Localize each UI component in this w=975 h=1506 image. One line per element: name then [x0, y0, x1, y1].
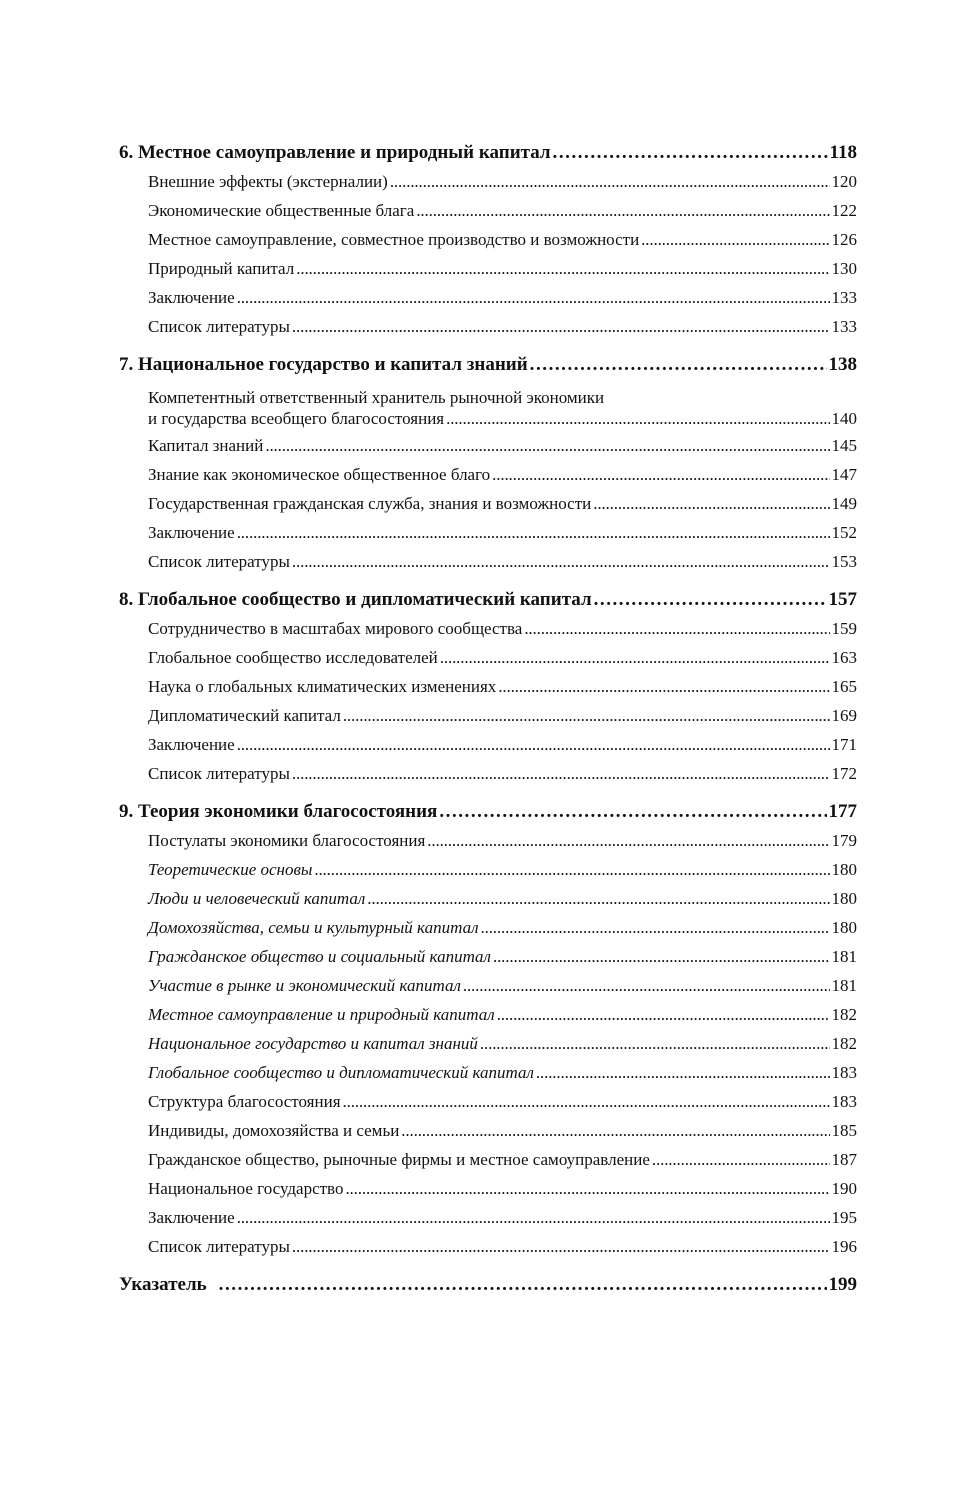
item-title: Национальное государство: [148, 1179, 344, 1198]
toc-item[interactable]: [119, 1208, 857, 1237]
dot-leader: [292, 552, 830, 572]
dot-leader: [343, 706, 830, 726]
item-page-number: 190: [831, 1179, 857, 1198]
chapter-7: [119, 354, 857, 581]
toc-item[interactable]: [119, 976, 857, 1005]
item-title: Местное самоуправление и природный капитал: [148, 1005, 495, 1024]
item-page-number: 153: [831, 552, 857, 571]
item-page-number: 133: [831, 288, 857, 307]
chapter-heading[interactable]: [119, 354, 857, 384]
item-title: Индивиды, домохозяйства и семьи: [148, 1121, 400, 1140]
toc-item[interactable]: [119, 1179, 857, 1208]
item-title: Капитал знаний: [148, 436, 264, 455]
item-title: Список литературы: [148, 317, 290, 336]
toc-item[interactable]: [119, 831, 857, 860]
item-title: Дипломатический капитал: [148, 706, 341, 725]
dot-leader: [219, 1274, 827, 1296]
item-page-number: 130: [831, 259, 857, 278]
toc-item[interactable]: [119, 523, 857, 552]
item-title: Гражданское общество, рыночные фирмы и местное самоуправление: [148, 1150, 650, 1169]
toc-item[interactable]: [119, 384, 857, 436]
item-page-number: 163: [831, 648, 857, 667]
item-title: Заключение: [148, 288, 235, 307]
chapter-title: 8. Глобальное сообщество и дипломатический капитал: [119, 589, 592, 610]
toc-item[interactable]: [119, 706, 857, 735]
dot-leader: [416, 201, 829, 221]
item-page-number: 159: [831, 619, 857, 638]
item-page-number: 140: [831, 409, 857, 428]
item-page-number: 147: [831, 465, 857, 484]
item-title: Постулаты экономики благосостояния: [148, 831, 426, 850]
item-title-line2-row: [148, 409, 857, 436]
toc-item[interactable]: [119, 552, 857, 581]
toc-item[interactable]: [119, 619, 857, 648]
toc-item[interactable]: [119, 1034, 857, 1063]
toc-item[interactable]: [119, 889, 857, 918]
item-page-number: 145: [831, 436, 857, 455]
dot-leader: [292, 1237, 830, 1257]
item-title: Заключение: [148, 523, 235, 542]
item-page-number: 183: [831, 1063, 857, 1082]
dot-leader: [265, 436, 829, 456]
item-title: Сотрудничество в масштабах мирового сообщества: [148, 619, 523, 638]
item-page-number: 185: [831, 1121, 857, 1140]
toc-item[interactable]: [119, 317, 857, 346]
item-title: Список литературы: [148, 1237, 290, 1256]
toc-item[interactable]: [119, 494, 857, 523]
dot-leader: [481, 918, 830, 938]
dot-leader: [440, 648, 830, 668]
chapter-page-number: 138: [828, 354, 857, 375]
item-title: Внешние эффекты (экстерналии): [148, 172, 388, 191]
index-page-number: 199: [828, 1274, 857, 1295]
item-title: Национальное государство и капитал знаний: [148, 1034, 478, 1053]
item-page-number: 149: [831, 494, 857, 513]
item-title: Заключение: [148, 1208, 235, 1227]
chapter-9: [119, 801, 857, 1266]
item-page-number: 120: [831, 172, 857, 191]
item-title: Заключение: [148, 735, 235, 754]
item-title: Глобальное сообщество исследователей: [148, 648, 438, 667]
dot-leader: [536, 1063, 830, 1083]
item-title: Государственная гражданская служба, знания и возможности: [148, 494, 592, 513]
chapter-title: 6. Местное самоуправление и природный капитал: [119, 142, 551, 163]
dot-leader: [480, 1034, 830, 1054]
item-title: Список литературы: [148, 764, 290, 783]
toc-item[interactable]: [119, 918, 857, 947]
dot-leader: [237, 288, 830, 308]
chapter-page-number: 177: [828, 801, 857, 822]
dot-leader: [292, 317, 830, 337]
toc-item[interactable]: [119, 172, 857, 201]
dot-leader: [439, 801, 826, 823]
item-page-number: 180: [831, 889, 857, 908]
toc-item[interactable]: [119, 201, 857, 230]
dot-leader: [553, 142, 828, 164]
toc-item[interactable]: [119, 648, 857, 677]
chapter-heading[interactable]: [119, 589, 857, 619]
item-title: Знание как экономическое общественное благо: [148, 465, 491, 484]
item-page-number: 195: [831, 1208, 857, 1227]
toc-item[interactable]: [119, 259, 857, 288]
item-title: Глобальное сообщество и дипломатический капитал: [148, 1063, 534, 1082]
dot-leader: [497, 1005, 830, 1025]
toc-item[interactable]: [119, 1092, 857, 1121]
table-of-contents: [119, 142, 857, 1312]
toc-item[interactable]: [119, 230, 857, 259]
dot-leader: [314, 860, 829, 880]
dot-leader: [524, 619, 829, 639]
item-title-line1: Компетентный ответственный хранитель рыночной экономики: [148, 388, 605, 407]
toc-item[interactable]: [119, 735, 857, 764]
toc-item[interactable]: [119, 1005, 857, 1034]
item-title: Наука о глобальных климатических изменениях: [148, 677, 497, 696]
dot-leader: [493, 947, 830, 967]
item-title: Местное самоуправление, совместное производство и возможности: [148, 230, 640, 249]
item-page-number: 196: [831, 1237, 857, 1256]
dot-leader: [367, 889, 829, 909]
item-page-number: 180: [831, 860, 857, 879]
dot-leader: [345, 1179, 829, 1199]
dot-leader: [237, 523, 830, 543]
toc-item[interactable]: [119, 947, 857, 976]
toc-item[interactable]: [119, 1150, 857, 1179]
item-page-number: 172: [831, 764, 857, 783]
toc-item[interactable]: [119, 860, 857, 889]
item-page-number: 181: [831, 947, 857, 966]
dot-leader: [237, 735, 830, 755]
item-page-number: 171: [831, 735, 857, 754]
item-title: Домохозяйства, семьи и культурный капитал: [148, 918, 479, 937]
item-title: Теоретические основы: [148, 860, 313, 879]
chapter-title: 9. Теория экономики благосостояния: [119, 801, 438, 822]
item-page-number: 181: [831, 976, 857, 995]
toc-item[interactable]: [119, 465, 857, 494]
toc-item[interactable]: [119, 764, 857, 793]
item-page-number: 183: [831, 1092, 857, 1111]
item-title: Люди и человеческий капитал: [148, 889, 366, 908]
chapter-6: [119, 142, 857, 346]
chapter-heading[interactable]: [119, 142, 857, 172]
toc-item[interactable]: [119, 288, 857, 317]
dot-leader: [296, 259, 829, 279]
dot-leader: [492, 465, 829, 485]
toc-item[interactable]: [119, 1237, 857, 1266]
item-page-number: 179: [831, 831, 857, 850]
dot-leader: [343, 1092, 830, 1112]
item-title: Структура благосостояния: [148, 1092, 341, 1111]
item-title: и государства всеобщего благосостояния: [148, 409, 445, 428]
chapter-page-number: 157: [828, 589, 857, 610]
item-page-number: 126: [831, 230, 857, 249]
item-page-number: 187: [831, 1150, 857, 1169]
chapter-title: 7. Национальное государство и капитал знаний: [119, 354, 528, 375]
item-title: Экономические общественные блага: [148, 201, 415, 220]
dot-leader: [427, 831, 829, 851]
chapter-8: [119, 589, 857, 793]
dot-leader: [463, 976, 830, 996]
item-title: Список литературы: [148, 552, 290, 571]
dot-leader: [292, 764, 830, 784]
chapter-page-number: 118: [829, 142, 857, 163]
dot-leader: [652, 1150, 830, 1170]
item-page-number: 182: [831, 1005, 857, 1024]
dot-leader: [401, 1121, 829, 1141]
item-page-number: 133: [831, 317, 857, 336]
toc-item[interactable]: [119, 677, 857, 706]
dot-leader: [593, 494, 829, 514]
item-title: Природный капитал: [148, 259, 295, 278]
dot-leader: [446, 409, 829, 429]
dot-leader: [641, 230, 829, 250]
item-page-number: 152: [831, 523, 857, 542]
item-page-number: 165: [831, 677, 857, 696]
item-title: Участие в рынке и экономический капитал: [148, 976, 461, 995]
dot-leader: [390, 172, 830, 192]
dot-leader: [498, 677, 829, 697]
chapter-heading[interactable]: [119, 801, 857, 831]
item-page-number: 180: [831, 918, 857, 937]
item-page-number: 182: [831, 1034, 857, 1053]
index-title: Указатель: [119, 1274, 207, 1295]
index-section: [119, 1274, 857, 1304]
item-title: Гражданское общество и социальный капитал: [148, 947, 491, 966]
toc-item[interactable]: [119, 1063, 857, 1092]
dot-leader: [594, 589, 827, 611]
dot-leader: [530, 354, 827, 376]
item-page-number: 169: [831, 706, 857, 725]
index-heading[interactable]: [119, 1274, 857, 1304]
item-page-number: 122: [831, 201, 857, 220]
dot-leader: [237, 1208, 830, 1228]
toc-item[interactable]: [119, 1121, 857, 1150]
toc-item[interactable]: [119, 436, 857, 465]
